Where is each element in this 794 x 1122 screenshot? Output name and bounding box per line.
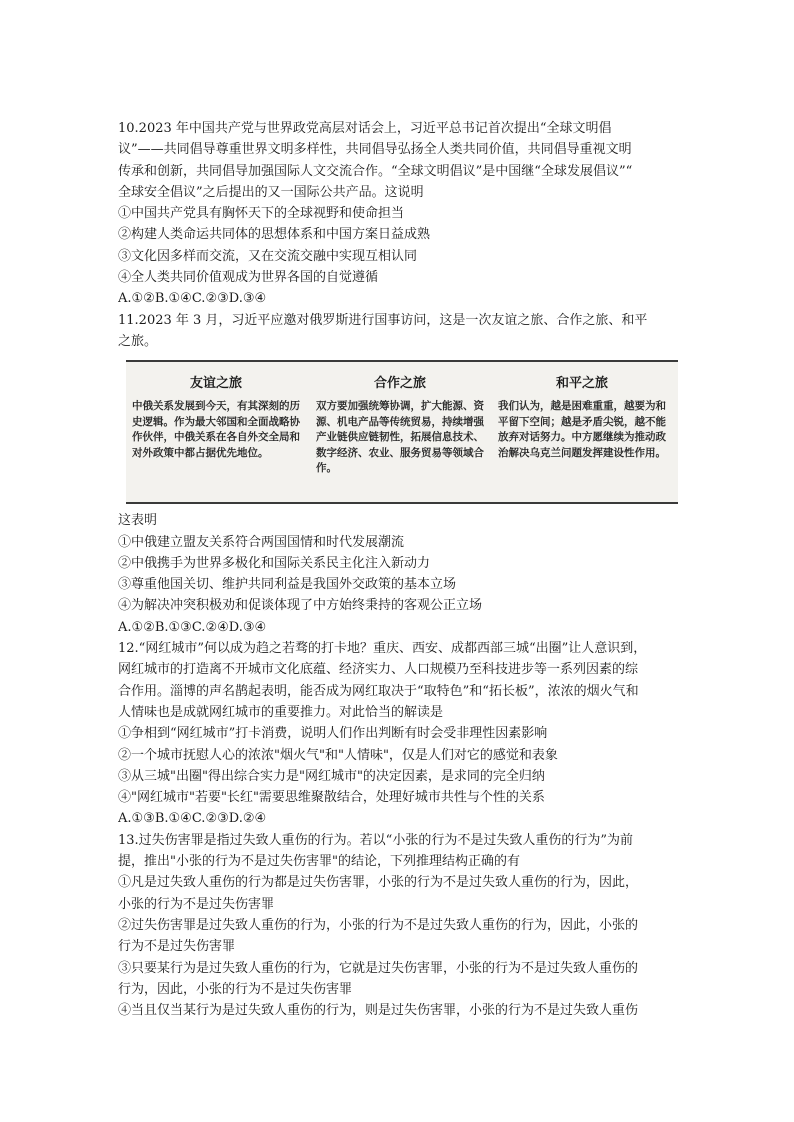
- question-stem: 提，推出"小张的行为不是过失伤害罪"的结论，下列推理结构正确的有: [118, 854, 520, 870]
- answer-options: A.①②B.①④C.②③D.③④: [118, 291, 267, 307]
- question-stem: 10.2023 年中国共产党与世界政党高层对话会上，习近平总书记首次提出“全球文明倡: [118, 121, 612, 136]
- statement-2: ②构建人类命运共同体的思想体系和中国方案日益成熟: [118, 227, 431, 243]
- statement-2: ②过失伤害罪是过失致人重伤的行为，小张的行为不是过失致人重伤的行为，因此，小张的: [118, 917, 639, 933]
- question-11: [118, 310, 680, 638]
- statement-3: 行为，因此，小张的行为不是过失伤害罪: [118, 981, 353, 997]
- statement-4: ④当且仅当某行为是过失致人重伤的行为，则是过失伤害罪，小张的行为不是过失致人重伤: [118, 1003, 639, 1019]
- statement-1: 小张的行为不是过失伤害罪: [118, 896, 275, 912]
- statement-4: ④"网红城市"若要"长红"需要思维聚散结合，处理好城市共性与个性的关系: [118, 790, 545, 806]
- trip-figure: [126, 360, 678, 504]
- box-body: 中俄关系发展到今天，有其深刻的历史逻辑。作为最大邻国和全面战略协作伙伴，中俄关系在各自外交全局和对外政策中都占据优先地位。: [132, 400, 300, 459]
- statement-2: 行为不是过失伤害罪: [118, 939, 236, 955]
- question-stem: 13.过失伤害罪是指过失致人重伤的行为。若以“小张的行为不是过失致人重伤的行为”为前: [118, 832, 633, 848]
- answer-options: A.①③B.①④C.②③D.②④: [118, 811, 267, 827]
- question-prompt: 这表明: [118, 513, 158, 529]
- question-stem: 网红城市的打造离不开城市文化底蕴、经济实力、人口规模乃至科技进步等一系列因素的综: [118, 662, 639, 678]
- statement-2: ②一个城市抚慰人心的浓浓"烟火气"和"人情味"，仅是人们对它的感觉和表象: [118, 747, 558, 763]
- statement-1: ①中俄建立盟友关系符合两国国情和时代发展潮流: [118, 534, 405, 550]
- peace-trip-box: [498, 372, 666, 461]
- question-stem: 人情味也是成就网红城市的重要推力。对此恰当的解读是: [118, 704, 444, 720]
- box-title: 友谊之旅: [189, 376, 242, 392]
- statement-2: ②中俄携手为世界多极化和国际关系民主化注入新动力: [118, 555, 431, 571]
- statement-4: ④全人类共同价值观成为世界各国的自觉遵循: [118, 270, 379, 286]
- cooperation-trip-box: [316, 372, 484, 477]
- question-stem: 12.“网红城市”何以成为趋之若骛的打卡地？重庆、西安、成都西部三城“出圈”让人意识到，: [118, 641, 647, 657]
- statement-3: ③尊重他国关切、维护共同利益是我国外交政策的基本立场: [118, 577, 457, 593]
- statement-1: ①中国共产党具有胸怀天下的全球视野和使命担当: [118, 206, 405, 222]
- friendship-trip-box: [132, 372, 300, 461]
- question-stem: 合作用。淄博的声名鹊起表明，能否成为网红取决于“取特色”和“拓长板”，浓浓的烟火气和: [118, 683, 639, 699]
- statement-1: ①争相到“网红城市”打卡消费，说明人们作出判断有时会受非理性因素影响: [118, 726, 548, 742]
- question-stem: 议”——共同倡导尊重世界文明多样性，共同倡导弘扬全人类共同价值，共同倡导重视文明: [118, 142, 632, 158]
- statement-4: ④为解决冲突积极劝和促谈体现了中方始终秉持的客观公正立场: [118, 598, 483, 614]
- question-stem: 之旅。: [118, 333, 158, 349]
- statement-1: ①凡是过失致人重伤的行为都是过失伤害罪，小张的行为不是过失致人重伤的行为，因此，: [118, 875, 639, 891]
- statement-3: ③从三城"出圈"得出综合实力是"网红城市"的决定因素，是求同的完全归纳: [118, 768, 545, 784]
- question-13: [118, 830, 680, 1022]
- question-stem: 全球安全倡议”之后提出的又一国际公共产品。这说明: [118, 184, 424, 200]
- box-title: 和平之旅: [555, 376, 608, 392]
- exam-page: [118, 118, 680, 1021]
- box-body: 双方要加强统筹协调，扩大能源、资源、机电产品等传统贸易，持续增强产业链供应链韧性，拓展信息技术、数字经济、农业、服务贸易等领域合作。: [316, 400, 484, 475]
- question-10: [118, 118, 680, 310]
- box-body: 我们认为，越是困难重重，越要为和平留下空间；越是矛盾尖锐，越不能放弃对话努力。中方愿继续为推动政治解决乌克兰问题发挥建设性作用。: [498, 400, 666, 459]
- question-stem: 传承和创新，共同倡导加强国际人文交流合作。“全球文明倡议”是中国继“全球发展倡议”“: [118, 163, 633, 179]
- question-stem: 11.2023 年 3 月，习近平应邀对俄罗斯进行国事访问，这是一次友谊之旅、合作之旅、和平: [118, 312, 648, 328]
- question-12: [118, 638, 680, 830]
- answer-options: A.①②B.①③C.②④D.③④: [118, 619, 267, 635]
- statement-3: ③文化因多样而交流，又在交流交融中实现互相认同: [118, 248, 418, 264]
- statement-3: ③只要某行为是过失致人重伤的行为，它就是过失伤害罪，小张的行为不是过失致人重伤的: [118, 960, 639, 976]
- box-title: 合作之旅: [373, 376, 426, 392]
